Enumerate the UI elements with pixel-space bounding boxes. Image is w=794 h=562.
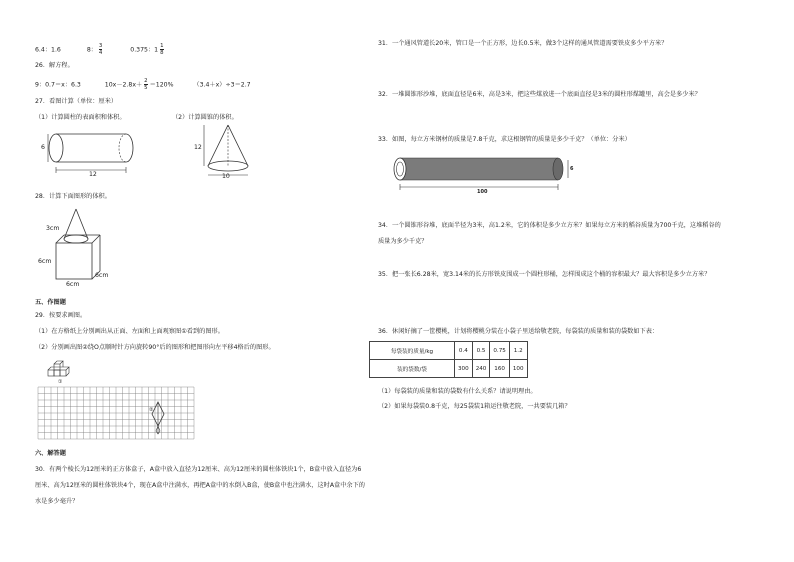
pipe-diameter-label: 6 xyxy=(570,166,574,172)
cherry-bag-table xyxy=(369,341,528,378)
q28-title: 28．计算下面图形的体积。 xyxy=(35,193,111,200)
q35-text: 35．把一张长6.28米，宽3.14米的长方形铁皮围成一个圆柱形桶，怎样围成这个桶的容积最大？最大容积是多少立方米？ xyxy=(378,271,711,278)
cube-height-label: 6cm xyxy=(38,258,52,265)
q30-text: 30．有两个棱长为12厘米的正方体盒子，A盒中放入直径为12厘米、高为12厘米的圆柱体铁块1个，B盒中放入直径为6厘米、高为12厘米的圆柱体铁块4个，现在A盒中注满水，再把A盒中的水倒入B盒，使B盒中也注满水，这时A盒中余下的水是多少毫升？ xyxy=(35,466,365,505)
table-cell: 0.5 xyxy=(472,342,490,360)
table-cell: 0.4 xyxy=(455,342,473,360)
section-5-heading: 五、作图题 xyxy=(35,299,66,306)
q34-text: 34．一个圆锥形谷堆，底面半径为3米，高1.2米，它的体积是多少立方米？如果每立方米的稻谷质量为700千克，这堆稻谷的质量为多少千克？ xyxy=(378,222,721,245)
cone-figure xyxy=(198,122,258,180)
q26-title: 26．解方程。 xyxy=(35,62,74,69)
q27-title: 27．看图计算（单位：厘米） xyxy=(35,98,118,105)
cone-height-3cm-label: 3cm xyxy=(46,225,60,232)
q32-text: 32．一堆圆锥形沙堆，底面直径是6米，高是3米，把这些煤放进一个底面直径是3米的圆柱形煤罐里，高会是多少米？ xyxy=(378,91,701,98)
cylinder-length-label: 12 xyxy=(89,171,97,178)
q29-title: 29．按要求画图。 xyxy=(35,312,87,319)
section-6-heading: 六、解答题 xyxy=(35,450,66,457)
q26-eq2-fraction: $\frac{2}{5}$ xyxy=(144,78,148,91)
table-row xyxy=(370,360,528,378)
ratio-c-fraction: $\frac{1}{8}$ xyxy=(160,43,164,56)
cylinder-height-label: 6 xyxy=(41,144,45,151)
q29-sub1: （1）在方格纸上分别画出从正面、左面和上面观察图①看到的图形。 xyxy=(35,328,224,335)
q36-sub2: （2）如果每袋装0.8千克，每25袋装1箱运往敬老院，一共要装几箱？ xyxy=(378,403,571,410)
cube-depth-label: 6cm xyxy=(95,272,109,279)
q26-eq2-prefix: 10x－2.8x＋ xyxy=(104,81,143,89)
q26-eq3: （3.4＋x）÷3＝2.7 xyxy=(193,81,251,89)
drawing-grid[interactable] xyxy=(38,387,194,439)
q26-eq2-suffix: ＝120% xyxy=(149,81,174,89)
table-cell: 300 xyxy=(455,360,473,378)
ratio-b-prefix: 8： xyxy=(86,46,97,54)
cube-width-label: 6cm xyxy=(66,281,80,288)
table-cell: 每袋装的质量/kg xyxy=(370,342,455,360)
table-row xyxy=(370,342,528,360)
ratio-c-prefix: 0.375：1 xyxy=(130,46,159,54)
q27-sub2: （2）计算圆锥的体积。 xyxy=(172,114,238,121)
q36-text: 36．休闲好摘了一筐樱桃，计划将樱桃分装在小袋子里送给敬老院，每袋装的质量和装的袋数如下表： xyxy=(378,328,659,335)
table-cell: 装的袋数/袋 xyxy=(370,360,455,378)
pipe-length-label: 100 xyxy=(477,189,488,195)
table-cell: 100 xyxy=(509,360,527,378)
table-cell: 0.75 xyxy=(490,342,509,360)
table-cell: 160 xyxy=(490,360,509,378)
q27-sub1: （1）计算圆柱的表面积和体积。 xyxy=(35,114,126,121)
table-cell: 1.2 xyxy=(509,342,527,360)
q33-text: 33．如图，每立方米钢材的质量是7.8千克，求这根钢管的质量是多少千克？（单位：分米） xyxy=(378,136,631,143)
q26-equations xyxy=(35,78,251,91)
q26-eq1: 9：0.7＝x：6.3 xyxy=(35,81,81,89)
figure-1-mark: ① xyxy=(58,379,63,385)
cone-diameter-label: 10 xyxy=(222,173,230,180)
ratio-b-fraction: $\frac{3}{4}$ xyxy=(98,43,103,56)
ratio-line xyxy=(35,43,164,56)
q31-text: 31．一个通风管道长20米，管口是一个正方形，边长0.5米，做3个这样的通风管道需要铁皮多少平方米？ xyxy=(378,40,668,47)
q36-sub1: （1）每袋装的质量和装的袋数有什么关系？请说明理由。 xyxy=(378,388,537,395)
cone-height-label: 12 xyxy=(194,144,202,151)
ratio-a: 6.4：1.6 xyxy=(35,46,61,54)
figure-2-mark: ② xyxy=(149,407,154,413)
table-cell: 240 xyxy=(472,360,490,378)
q29-sub2: （2）分别画出图②绕O点顺时针方向旋转90°后的图形和把图形向左平移4格后的图形。 xyxy=(35,344,275,351)
